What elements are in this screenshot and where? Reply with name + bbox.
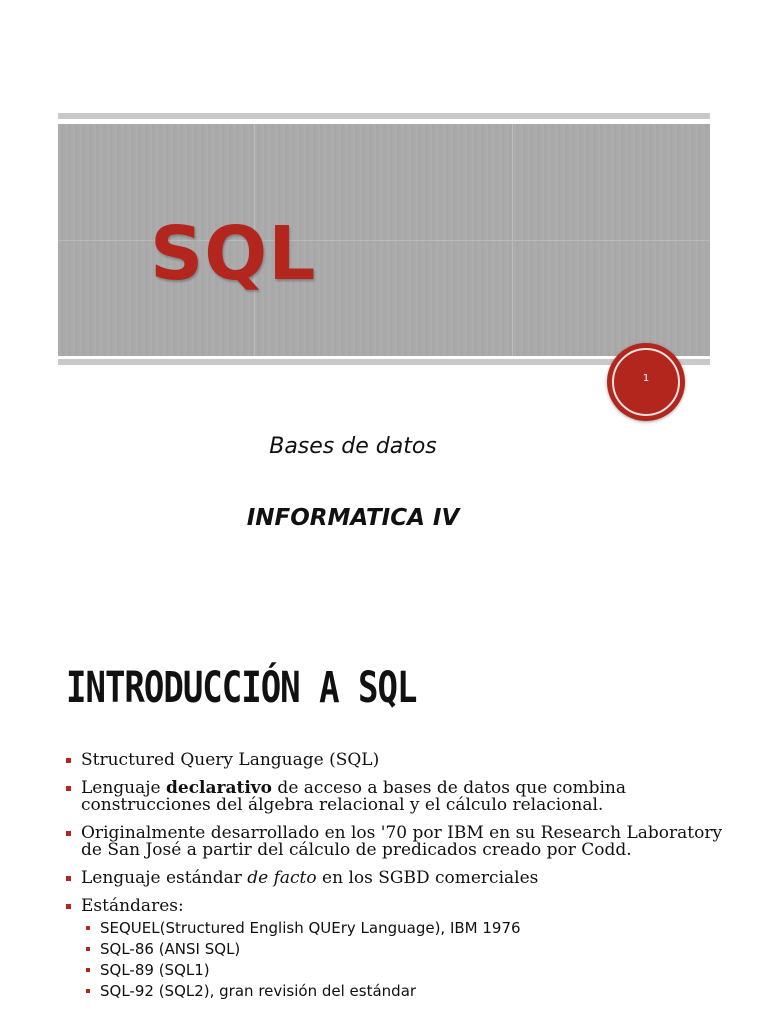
bullet-emphasis: de facto (247, 868, 317, 888)
slide-number-badge (607, 343, 685, 421)
bullet-text: Estándares: (81, 896, 184, 916)
slide-title: SQL (150, 211, 317, 297)
course-name: INFORMATICA IV (246, 505, 460, 531)
bullet-text: Lenguaje (81, 778, 166, 798)
standards-list (81, 920, 746, 999)
bullet-emphasis: declarativo (166, 778, 273, 798)
intro-heading: INTRODUCCIÓN A SQL (66, 663, 417, 713)
standard-item: SEQUEL(Structured English QUEry Language), IBM 1976 (81, 920, 746, 936)
bullet-item (66, 780, 746, 814)
bullet-item (66, 752, 746, 769)
bullet-text: Originalmente desarrollado en los '70 por IBM en su Research Laboratory de San José a partir del cálculo de predicados creado por Codd. (81, 823, 723, 860)
standard-item: SQL-86 (ANSI SQL) (81, 941, 746, 957)
slide-number: 1 (642, 373, 650, 384)
bullet-text: en los SGBD comerciales (316, 868, 539, 888)
bullet-text: Structured Query Language (SQL) (81, 750, 380, 770)
standard-item: SQL-92 (SQL2), gran revisión del estándar (81, 983, 746, 999)
standard-item: SQL-89 (SQL1) (81, 962, 746, 978)
bullet-text: de acceso a bases de datos que combina construcciones del álgebra relacional y el cálculo relacional. (81, 778, 626, 815)
band-top-rule (58, 113, 710, 119)
bullet-item (66, 898, 746, 999)
slide-subtitle: Bases de datos (269, 434, 437, 459)
bullet-item (66, 870, 746, 887)
bullet-list (66, 752, 746, 1010)
bullet-item (66, 825, 746, 859)
bullet-text: Lenguaje estándar (81, 868, 248, 888)
